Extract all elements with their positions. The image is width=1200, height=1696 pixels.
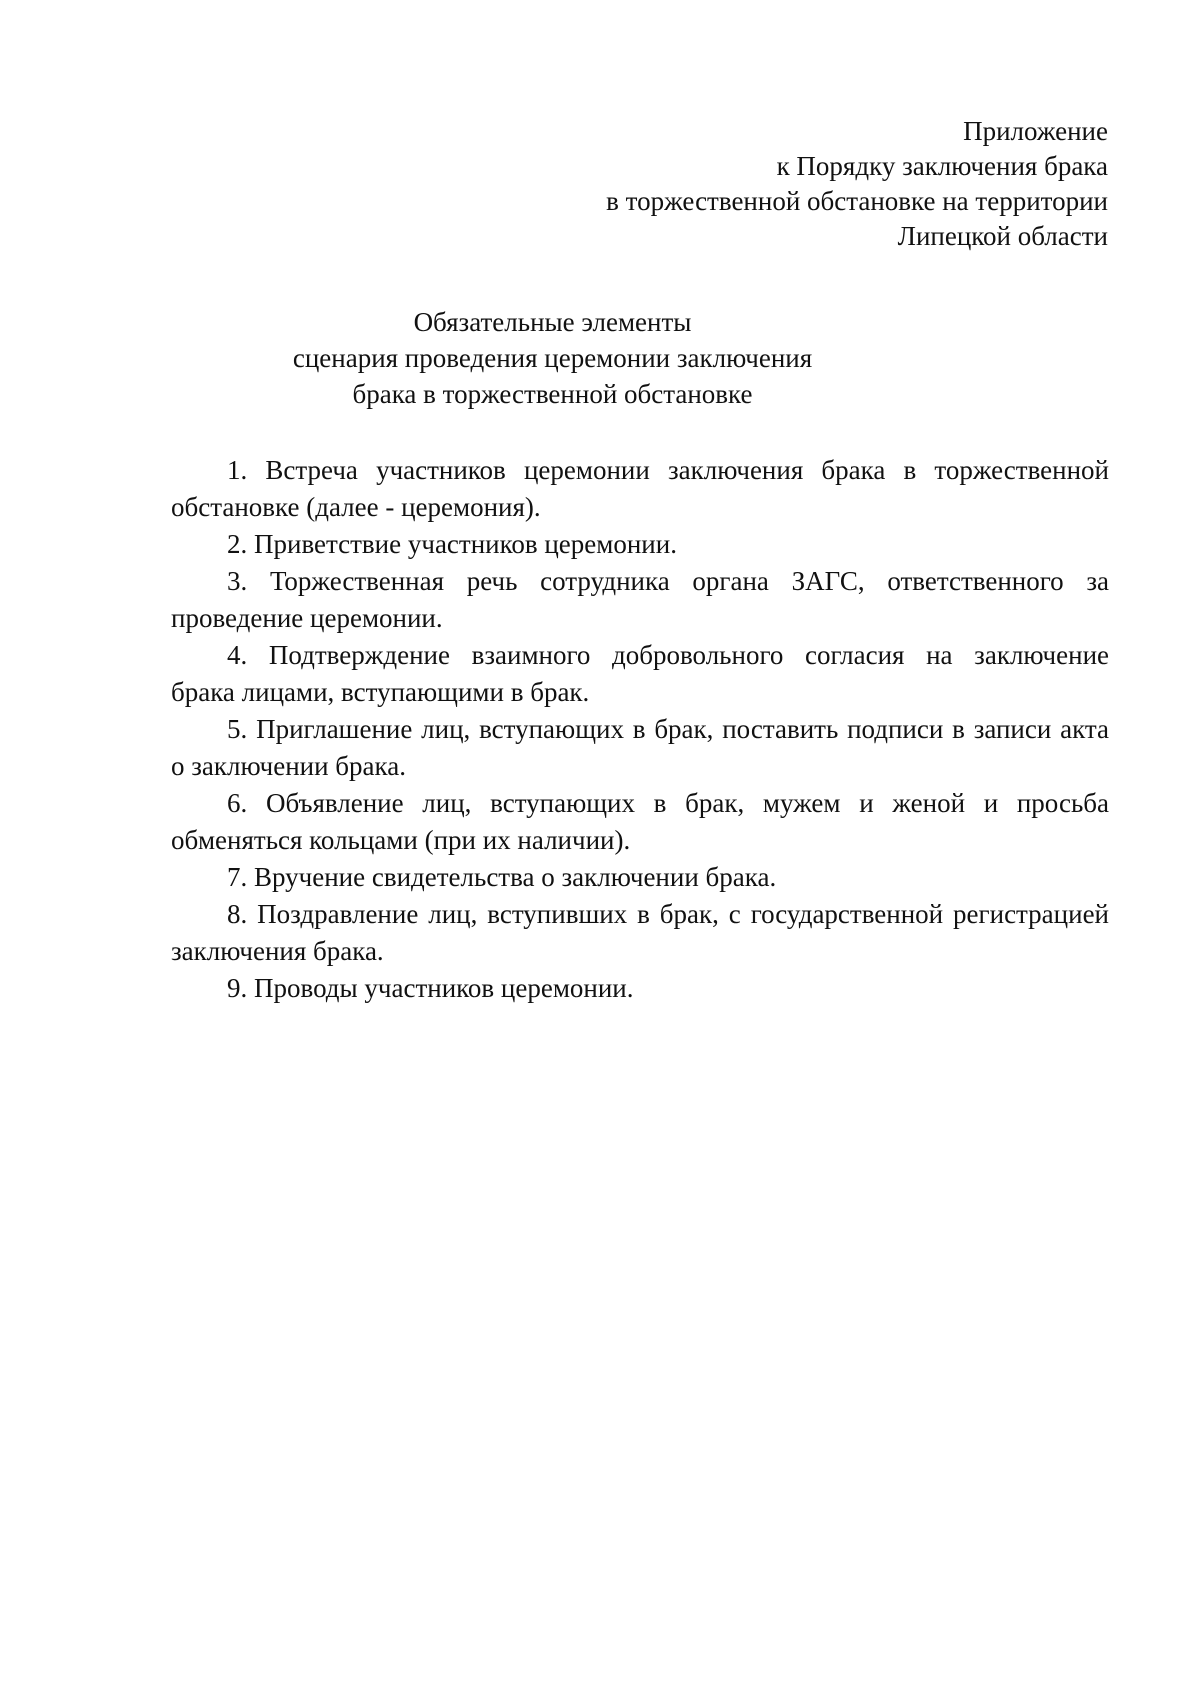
list-item-line: 8. Поздравление лиц, вступивших в брак, с государственной регистрацией xyxy=(227,899,1109,929)
list-item xyxy=(171,896,1109,970)
list-item-line: 9. Проводы участников церемонии. xyxy=(227,973,634,1003)
list-item xyxy=(171,859,1109,896)
list-item-line: заключения брака. xyxy=(171,936,384,966)
list-item-line: 5. Приглашение лиц, вступающих в брак, поставить подписи в записи акта xyxy=(227,714,1109,744)
document-title xyxy=(170,304,935,412)
list-item-line: 2. Приветствие участников церемонии. xyxy=(227,529,677,559)
list-item-line: 3. Торжественная речь сотрудника органа ЗАГС, ответственного за xyxy=(227,566,1109,596)
list-item-line: о заключении брака. xyxy=(171,751,406,781)
list-item xyxy=(171,563,1109,637)
list-item xyxy=(171,970,1109,1007)
title-line: Обязательные элементы xyxy=(413,307,692,337)
list-item xyxy=(171,785,1109,859)
list-item-line: обменяться кольцами (при их наличии). xyxy=(171,825,631,855)
appendix-line: Липецкой области xyxy=(897,221,1108,251)
title-line: сценария проведения церемонии заключения xyxy=(292,343,813,373)
appendix-header xyxy=(500,114,1108,254)
list-item xyxy=(171,637,1109,711)
list-item-line: брака лицами, вступающими в брак. xyxy=(171,677,590,707)
appendix-line: к Порядку заключения брака xyxy=(776,151,1108,181)
list-item-line: проведение церемонии. xyxy=(171,603,443,633)
title-line: брака в торжественной обстановке xyxy=(352,379,753,409)
elements-list xyxy=(171,452,1109,1007)
list-item-line: 6. Объявление лиц, вступающих в брак, мужем и женой и просьба xyxy=(227,788,1109,818)
list-item xyxy=(171,526,1109,563)
list-item-line: 4. Подтверждение взаимного добровольного согласия на заключение xyxy=(227,640,1109,670)
list-item-line: 7. Вручение свидетельства о заключении брака. xyxy=(227,862,777,892)
list-item-line: 1. Встреча участников церемонии заключения брака в торжественной xyxy=(227,455,1109,485)
appendix-line: в торжественной обстановке на территории xyxy=(606,186,1108,216)
appendix-line: Приложение xyxy=(963,116,1108,146)
list-item xyxy=(171,452,1109,526)
list-item-line: обстановке (далее - церемония). xyxy=(171,492,541,522)
list-item xyxy=(171,711,1109,785)
